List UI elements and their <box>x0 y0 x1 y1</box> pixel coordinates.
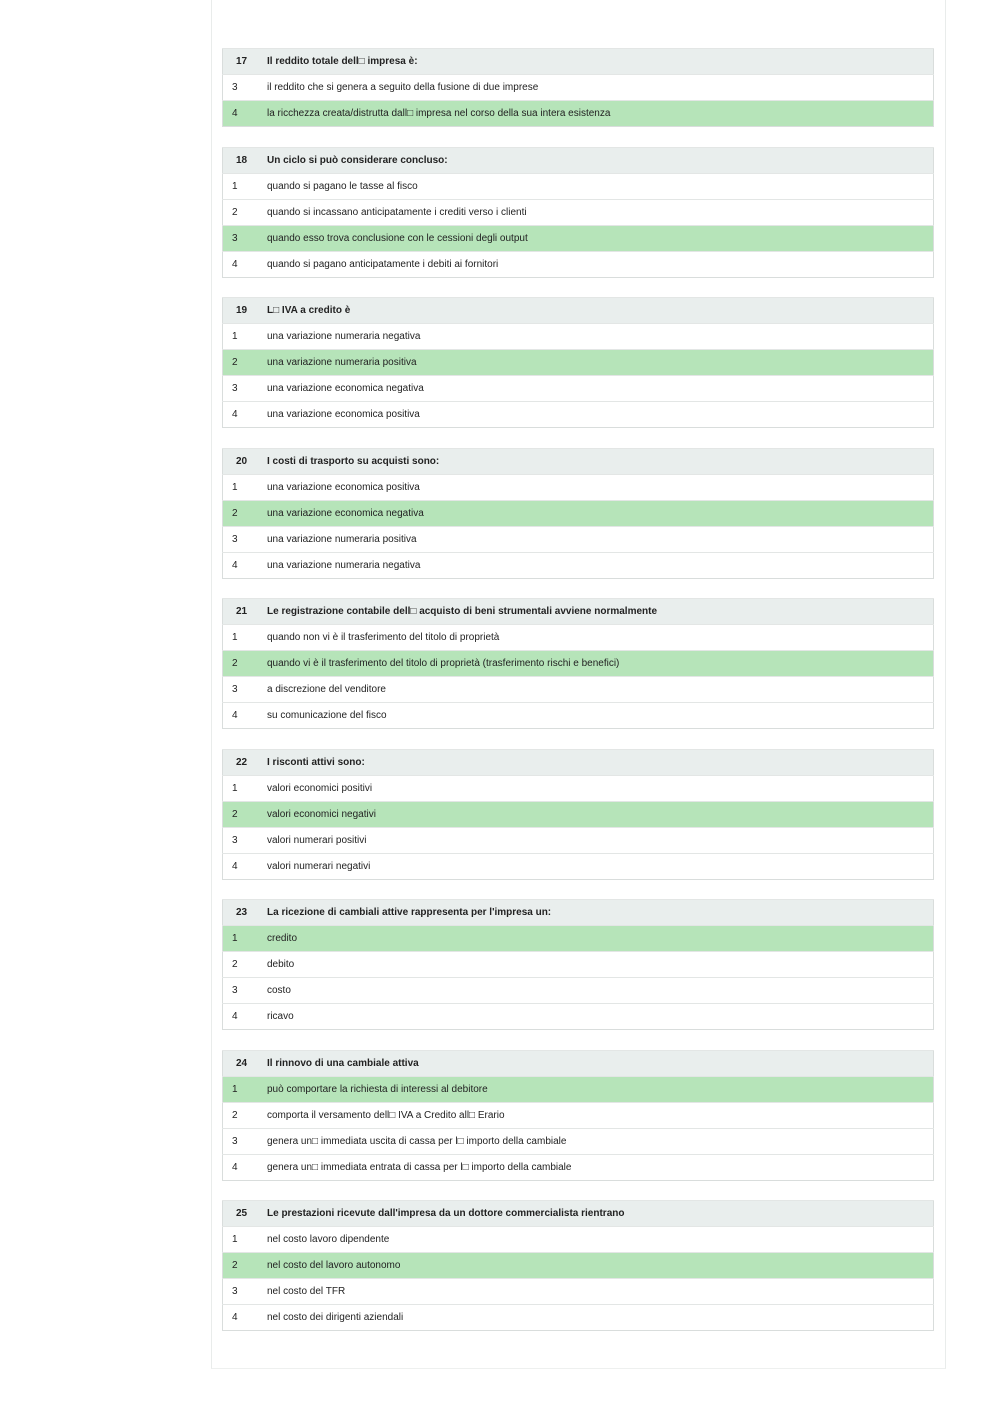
answer-row <box>223 677 934 703</box>
answer-number: 4 <box>223 251 268 277</box>
question-block <box>222 48 934 127</box>
question-number: 23 <box>223 900 268 926</box>
answer-text: genera un□ immediata entrata di cassa per l□ importo della cambiale <box>267 1154 934 1180</box>
answer-row <box>223 402 934 428</box>
answer-text: quando si pagano le tasse al fisco <box>267 173 934 199</box>
question-block <box>222 598 934 729</box>
answer-text: la ricchezza creata/distrutta dall□ impresa nel corso della sua intera esistenza <box>267 101 934 127</box>
answer-row <box>223 474 934 500</box>
answer-text: quando si incassano anticipatamente i crediti verso i clienti <box>267 199 934 225</box>
answer-number: 1 <box>223 926 268 952</box>
answer-row <box>223 978 934 1004</box>
answer-text: una variazione economica negativa <box>267 500 934 526</box>
answer-number: 3 <box>223 1128 268 1154</box>
answer-row-correct <box>223 500 934 526</box>
answer-row <box>223 1279 934 1305</box>
answer-text: su comunicazione del fisco <box>267 703 934 729</box>
answer-text: una variazione numeraria negativa <box>267 552 934 578</box>
answer-row <box>223 853 934 879</box>
answer-text: può comportare la richiesta di interessi al debitore <box>267 1076 934 1102</box>
question-header <box>223 599 934 625</box>
question-text: Il reddito totale dell□ impresa è: <box>267 49 934 75</box>
answer-row-correct <box>223 651 934 677</box>
question-header <box>223 1201 934 1227</box>
answer-number: 1 <box>223 625 268 651</box>
question-block <box>222 297 934 428</box>
answer-row <box>223 775 934 801</box>
answer-text: una variazione economica negativa <box>267 376 934 402</box>
question-header <box>223 900 934 926</box>
answer-row-correct <box>223 1253 934 1279</box>
answer-number: 3 <box>223 1279 268 1305</box>
answer-row-correct <box>223 801 934 827</box>
answer-number: 2 <box>223 952 268 978</box>
answer-row <box>223 952 934 978</box>
answer-text: quando vi è il trasferimento del titolo di proprietà (trasferimento rischi e benefici) <box>267 651 934 677</box>
question-block <box>222 1050 934 1181</box>
answer-row <box>223 1102 934 1128</box>
answer-number: 3 <box>223 225 268 251</box>
answer-number: 4 <box>223 1004 268 1030</box>
question-number: 19 <box>223 298 268 324</box>
answer-number: 3 <box>223 526 268 552</box>
answer-row <box>223 1227 934 1253</box>
question-block <box>222 448 934 579</box>
answer-number: 4 <box>223 1305 268 1331</box>
answer-number: 4 <box>223 402 268 428</box>
answer-row <box>223 827 934 853</box>
question-header <box>223 298 934 324</box>
answer-row-correct <box>223 350 934 376</box>
answer-row <box>223 526 934 552</box>
question-text: I costi di trasporto su acquisti sono: <box>267 448 934 474</box>
answer-text: valori economici negativi <box>267 801 934 827</box>
answer-number: 3 <box>223 376 268 402</box>
answer-text: a discrezione del venditore <box>267 677 934 703</box>
question-number: 20 <box>223 448 268 474</box>
answer-number: 1 <box>223 1227 268 1253</box>
answer-number: 2 <box>223 1253 268 1279</box>
question-number: 25 <box>223 1201 268 1227</box>
answer-row <box>223 199 934 225</box>
question-text: La ricezione di cambiali attive rappresenta per l'impresa un: <box>267 900 934 926</box>
answer-number: 1 <box>223 1076 268 1102</box>
question-text: L□ IVA a credito è <box>267 298 934 324</box>
answer-row-correct <box>223 1076 934 1102</box>
answer-number: 1 <box>223 173 268 199</box>
question-block <box>222 1200 934 1331</box>
answer-text: una variazione numeraria negativa <box>267 324 934 350</box>
answer-text: nel costo del lavoro autonomo <box>267 1253 934 1279</box>
answer-number: 4 <box>223 552 268 578</box>
answer-number: 2 <box>223 350 268 376</box>
answer-row <box>223 625 934 651</box>
answer-number: 2 <box>223 801 268 827</box>
answer-row <box>223 703 934 729</box>
answer-text: debito <box>267 952 934 978</box>
question-text: I risconti attivi sono: <box>267 749 934 775</box>
answer-number: 4 <box>223 703 268 729</box>
answer-row <box>223 1004 934 1030</box>
answer-number: 2 <box>223 199 268 225</box>
answer-number: 1 <box>223 474 268 500</box>
answer-text: una variazione numeraria positiva <box>267 350 934 376</box>
answer-number: 1 <box>223 324 268 350</box>
answer-row <box>223 173 934 199</box>
question-number: 22 <box>223 749 268 775</box>
quiz-list <box>222 48 934 1351</box>
answer-row <box>223 1154 934 1180</box>
question-number: 21 <box>223 599 268 625</box>
answer-text: nel costo lavoro dipendente <box>267 1227 934 1253</box>
answer-text: comporta il versamento dell□ IVA a Credito all□ Erario <box>267 1102 934 1128</box>
question-block <box>222 147 934 278</box>
answer-number: 4 <box>223 101 268 127</box>
question-text: Il rinnovo di una cambiale attiva <box>267 1050 934 1076</box>
question-number: 17 <box>223 49 268 75</box>
answer-row <box>223 1305 934 1331</box>
answer-text: quando non vi è il trasferimento del titolo di proprietà <box>267 625 934 651</box>
answer-number: 4 <box>223 853 268 879</box>
answer-text: una variazione economica positiva <box>267 402 934 428</box>
answer-text: il reddito che si genera a seguito della fusione di due imprese <box>267 75 934 101</box>
answer-row <box>223 251 934 277</box>
answer-number: 2 <box>223 500 268 526</box>
answer-text: credito <box>267 926 934 952</box>
question-header <box>223 1050 934 1076</box>
answer-row <box>223 1128 934 1154</box>
answer-row-correct <box>223 926 934 952</box>
question-block <box>222 749 934 880</box>
answer-text: valori economici positivi <box>267 775 934 801</box>
answer-row <box>223 75 934 101</box>
question-number: 18 <box>223 147 268 173</box>
question-block <box>222 899 934 1030</box>
answer-text: quando si pagano anticipatamente i debiti ai fornitori <box>267 251 934 277</box>
answer-number: 3 <box>223 677 268 703</box>
answer-text: costo <box>267 978 934 1004</box>
answer-text: valori numerari positivi <box>267 827 934 853</box>
question-text: Un ciclo si può considerare concluso: <box>267 147 934 173</box>
answer-text: genera un□ immediata uscita di cassa per l□ importo della cambiale <box>267 1128 934 1154</box>
answer-text: nel costo del TFR <box>267 1279 934 1305</box>
answer-text: quando esso trova conclusione con le cessioni degli output <box>267 225 934 251</box>
question-number: 24 <box>223 1050 268 1076</box>
question-header <box>223 448 934 474</box>
answer-number: 3 <box>223 978 268 1004</box>
answer-row <box>223 324 934 350</box>
answer-row-correct <box>223 225 934 251</box>
question-header <box>223 49 934 75</box>
question-header <box>223 749 934 775</box>
answer-text: una variazione numeraria positiva <box>267 526 934 552</box>
question-text: Le prestazioni ricevute dall'impresa da un dottore commercialista rientrano <box>267 1201 934 1227</box>
answer-number: 2 <box>223 651 268 677</box>
question-header <box>223 147 934 173</box>
question-text: Le registrazione contabile dell□ acquisto di beni strumentali avviene normalmente <box>267 599 934 625</box>
answer-text: ricavo <box>267 1004 934 1030</box>
answer-number: 2 <box>223 1102 268 1128</box>
answer-text: nel costo dei dirigenti aziendali <box>267 1305 934 1331</box>
answer-number: 3 <box>223 827 268 853</box>
answer-row <box>223 552 934 578</box>
answer-row <box>223 376 934 402</box>
answer-row-correct <box>223 101 934 127</box>
answer-number: 4 <box>223 1154 268 1180</box>
answer-text: valori numerari negativi <box>267 853 934 879</box>
answer-text: una variazione economica positiva <box>267 474 934 500</box>
answer-number: 1 <box>223 775 268 801</box>
answer-number: 3 <box>223 75 268 101</box>
